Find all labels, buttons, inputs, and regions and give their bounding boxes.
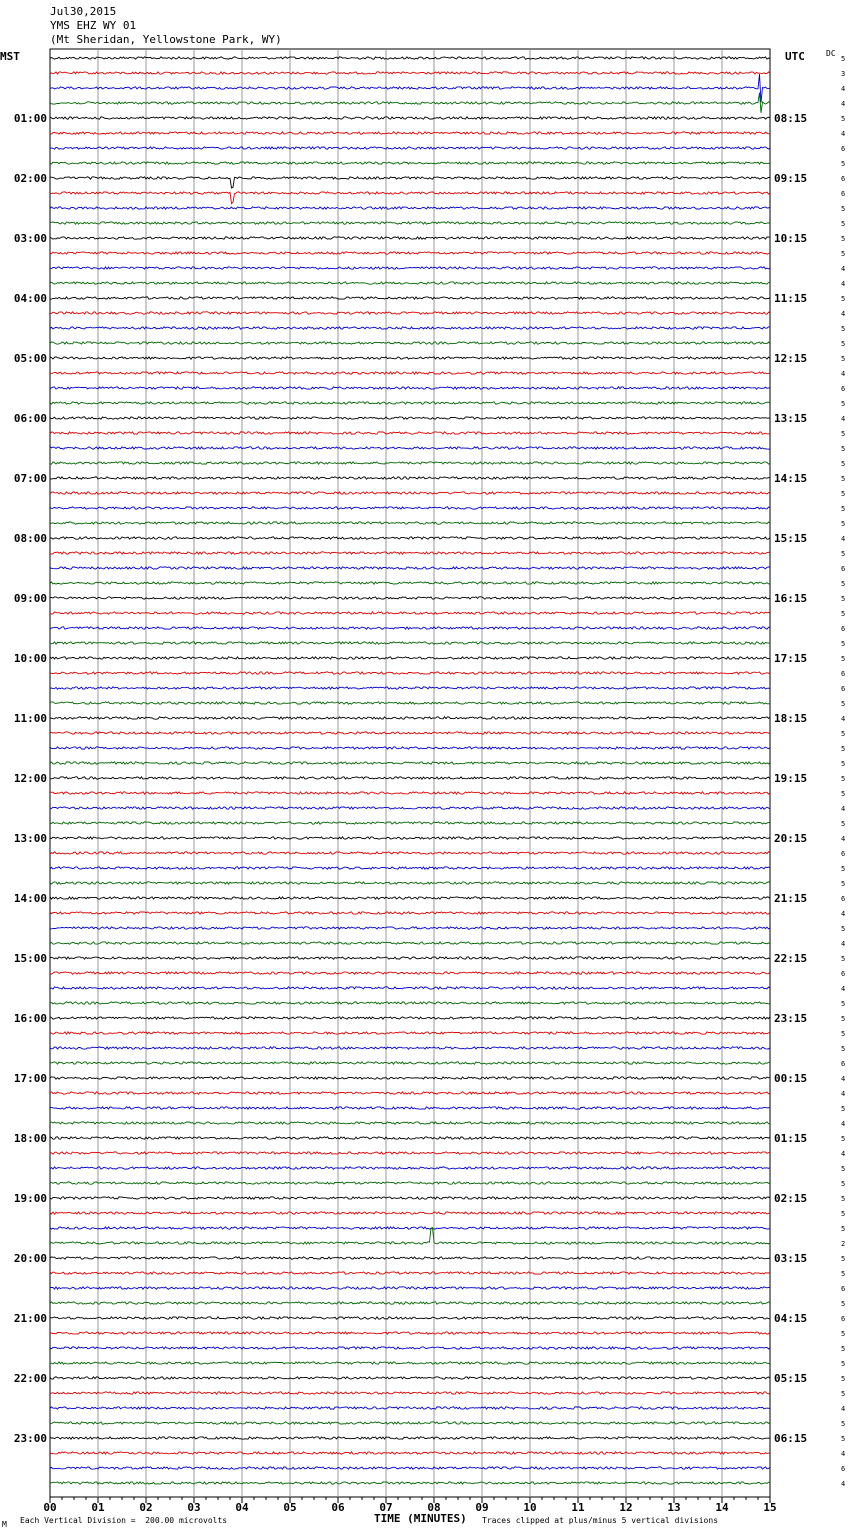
dc-value: 5 (841, 610, 846, 618)
trace-row-51 (50, 822, 770, 824)
dc-value: 5 (841, 250, 846, 258)
dc-value: 6 (841, 385, 846, 393)
trace-row-21 (50, 372, 770, 374)
trace-row-60 (50, 957, 770, 959)
left-hour-label: 02:00 (13, 172, 47, 185)
dc-value: 5 (841, 505, 846, 513)
dc-value: 5 (841, 700, 846, 708)
left-timezone-label: MST (0, 50, 20, 63)
dc-value: 5 (841, 790, 846, 798)
trace-row-32 (50, 537, 770, 539)
dc-value: 6 (841, 565, 846, 573)
trace-row-89 (50, 1392, 770, 1394)
plot-date: Jul30,2015 (50, 5, 117, 18)
trace-row-95 (50, 1482, 770, 1484)
dc-value: 6 (841, 685, 846, 693)
left-hour-label: 14:00 (13, 892, 47, 905)
trace-row-82 (50, 1287, 770, 1289)
dc-value: 5 (841, 925, 846, 933)
dc-value: 6 (841, 970, 846, 978)
right-hour-label: 20:15 (774, 832, 808, 845)
dc-value: 4 (841, 910, 846, 918)
dc-value: 5 (841, 1105, 846, 1113)
trace-row-62 (50, 987, 770, 989)
dc-value: 4 (841, 805, 846, 813)
trace-row-30 (50, 507, 770, 509)
dc-value: 5 (841, 655, 846, 663)
trace-row-0 (50, 57, 770, 59)
trace-row-39 (50, 642, 770, 644)
right-hour-label: 23:15 (774, 1012, 808, 1025)
dc-value: 4 (841, 1405, 846, 1413)
trace-row-12 (50, 237, 770, 239)
dc-value: 4 (841, 415, 846, 423)
trace-row-9 (50, 192, 770, 204)
trace-row-18 (50, 327, 770, 329)
right-hour-label: 17:15 (774, 652, 808, 665)
right-hour-label: 15:15 (774, 532, 808, 545)
trace-row-15 (50, 282, 770, 284)
x-tick-label: 00 (43, 1501, 57, 1514)
x-tick-label: 05 (283, 1501, 297, 1514)
left-hour-label: 21:00 (13, 1312, 47, 1325)
trace-row-44 (50, 717, 770, 719)
right-hour-label: 01:15 (774, 1132, 808, 1145)
trace-row-46 (50, 747, 770, 749)
dc-value: 6 (841, 1060, 846, 1068)
dc-value: 4 (841, 130, 846, 138)
x-tick-label: 09 (475, 1501, 489, 1514)
trace-row-69 (50, 1092, 770, 1094)
dc-value: 5 (841, 1435, 846, 1443)
dc-value: 5 (841, 760, 846, 768)
trace-row-19 (50, 342, 770, 344)
dc-value: 4 (841, 715, 846, 723)
left-hour-label: 05:00 (13, 352, 47, 365)
dc-value: 5 (841, 1165, 846, 1173)
dc-value: 5 (841, 1135, 846, 1143)
dc-value: 4 (841, 370, 846, 378)
dc-value: 5 (841, 55, 846, 63)
dc-value: 5 (841, 220, 846, 228)
trace-row-90 (50, 1407, 770, 1409)
trace-row-63 (50, 1002, 770, 1004)
left-hour-label: 19:00 (13, 1192, 47, 1205)
dc-value: 4 (841, 100, 846, 108)
dc-value: 4 (841, 310, 846, 318)
trace-row-48 (50, 777, 770, 779)
dc-value: 5 (841, 1270, 846, 1278)
dc-value: 5 (841, 865, 846, 873)
left-hour-label: 12:00 (13, 772, 47, 785)
trace-row-53 (50, 852, 770, 854)
trace-row-4 (50, 117, 770, 119)
trace-row-67 (50, 1062, 770, 1064)
dc-value: 5 (841, 1360, 846, 1368)
dc-value: 5 (841, 445, 846, 453)
trace-row-49 (50, 792, 770, 794)
dc-value: 5 (841, 550, 846, 558)
trace-row-92 (50, 1437, 770, 1439)
dc-value: 5 (841, 1030, 846, 1038)
trace-row-29 (50, 492, 770, 494)
trace-row-5 (50, 132, 770, 134)
left-hour-label: 18:00 (13, 1132, 47, 1145)
x-tick-label: 12 (619, 1501, 633, 1514)
right-hour-label: 02:15 (774, 1192, 808, 1205)
trace-row-57 (50, 912, 770, 914)
dc-value: 4 (841, 985, 846, 993)
dc-value: 6 (841, 1465, 846, 1473)
trace-row-17 (50, 312, 770, 314)
dc-value: 4 (841, 1450, 846, 1458)
right-hour-label: 06:15 (774, 1432, 808, 1445)
dc-value: 4 (841, 940, 846, 948)
dc-value: 5 (841, 490, 846, 498)
left-hour-label: 17:00 (13, 1072, 47, 1085)
dc-value: 5 (841, 775, 846, 783)
left-hour-label: 20:00 (13, 1252, 47, 1265)
dc-value: 5 (841, 1180, 846, 1188)
trace-row-55 (50, 882, 770, 884)
dc-value: 5 (841, 745, 846, 753)
trace-row-14 (50, 267, 770, 269)
dc-value: 5 (841, 475, 846, 483)
trace-row-79 (50, 1228, 770, 1245)
dc-value: 6 (841, 1315, 846, 1323)
right-hour-label: 10:15 (774, 232, 808, 245)
trace-row-27 (50, 462, 770, 464)
trace-row-34 (50, 567, 770, 569)
trace-row-35 (50, 582, 770, 584)
trace-row-88 (50, 1377, 770, 1379)
trace-row-47 (50, 762, 770, 764)
right-hour-label: 04:15 (774, 1312, 808, 1325)
dc-value: 4 (841, 1480, 846, 1488)
dc-value: 4 (841, 265, 846, 273)
right-hour-label: 13:15 (774, 412, 808, 425)
trace-row-33 (50, 552, 770, 554)
left-hour-label: 16:00 (13, 1012, 47, 1025)
x-tick-label: 08 (427, 1501, 441, 1514)
dc-value: 5 (841, 1330, 846, 1338)
dc-value: 5 (841, 1195, 846, 1203)
dc-value: 5 (841, 1420, 846, 1428)
x-tick-label: 02 (139, 1501, 153, 1514)
trace-row-45 (50, 732, 770, 734)
station-location: (Mt Sheridan, Yellowstone Park, WY) (50, 33, 282, 46)
plot-frame (50, 49, 770, 1497)
trace-row-64 (50, 1017, 770, 1019)
right-hour-label: 00:15 (774, 1072, 808, 1085)
x-tick-label: 10 (523, 1501, 537, 1514)
dc-value: 5 (841, 205, 846, 213)
right-hour-label: 22:15 (774, 952, 808, 965)
trace-row-73 (50, 1152, 770, 1154)
right-hour-label: 11:15 (774, 292, 808, 305)
dc-value: 5 (841, 880, 846, 888)
trace-row-87 (50, 1362, 770, 1364)
trace-row-2 (50, 74, 770, 102)
dc-value: 4 (841, 1075, 846, 1083)
dc-value: 6 (841, 1285, 846, 1293)
x-tick-label: 06 (331, 1501, 345, 1514)
trace-row-11 (50, 222, 770, 224)
dc-value: 6 (841, 190, 846, 198)
trace-row-20 (50, 357, 770, 359)
right-hour-label: 14:15 (774, 472, 808, 485)
dc-value: 5 (841, 1045, 846, 1053)
trace-row-13 (50, 252, 770, 254)
corner-mark: M (2, 1520, 7, 1529)
dc-value: 4 (841, 835, 846, 843)
vertical-scale-note: Each Vertical Division = 200.00 microvolts (20, 1516, 228, 1525)
dc-value: 6 (841, 625, 846, 633)
dc-value: 5 (841, 235, 846, 243)
dc-value: 5 (841, 1000, 846, 1008)
x-tick-label: 14 (715, 1501, 729, 1514)
trace-row-70 (50, 1107, 770, 1109)
right-timezone-label: UTC (785, 50, 805, 63)
dc-value: 4 (841, 1150, 846, 1158)
right-hour-label: 08:15 (774, 112, 808, 125)
x-tick-label: 03 (187, 1501, 201, 1514)
dc-value: 5 (841, 1210, 846, 1218)
trace-row-84 (50, 1317, 770, 1319)
x-axis-title: TIME (MINUTES) (374, 1512, 467, 1525)
left-hour-label: 13:00 (13, 832, 47, 845)
dc-value: 6 (841, 145, 846, 153)
trace-row-3 (50, 93, 770, 113)
x-tick-label: 13 (667, 1501, 681, 1514)
dc-value: 5 (841, 340, 846, 348)
dc-value: 5 (841, 520, 846, 528)
trace-row-61 (50, 972, 770, 974)
trace-row-24 (50, 417, 770, 419)
trace-row-59 (50, 942, 770, 944)
trace-row-56 (50, 897, 770, 899)
left-hour-label: 23:00 (13, 1432, 47, 1445)
left-hour-label: 03:00 (13, 232, 47, 245)
trace-row-86 (50, 1347, 770, 1349)
trace-row-1 (50, 72, 770, 74)
dc-value: 5 (841, 295, 846, 303)
trace-row-37 (50, 612, 770, 614)
left-hour-label: 08:00 (13, 532, 47, 545)
left-hour-label: 10:00 (13, 652, 47, 665)
dc-value: 5 (841, 1390, 846, 1398)
dc-value: 5 (841, 460, 846, 468)
right-hour-label: 03:15 (774, 1252, 808, 1265)
dc-value: 5 (841, 1345, 846, 1353)
trace-row-81 (50, 1272, 770, 1274)
trace-row-76 (50, 1197, 770, 1199)
dc-value: 4 (841, 1090, 846, 1098)
left-hour-label: 22:00 (13, 1372, 47, 1385)
trace-row-93 (50, 1452, 770, 1454)
trace-row-28 (50, 477, 770, 479)
trace-row-58 (50, 927, 770, 929)
dc-value: 5 (841, 1225, 846, 1233)
clip-note: Traces clipped at plus/minus 5 vertical divisions (482, 1516, 719, 1525)
dc-value: 5 (841, 325, 846, 333)
dc-value: 3 (841, 70, 846, 78)
x-tick-label: 11 (571, 1501, 585, 1514)
dc-value: 5 (841, 1255, 846, 1263)
right-hour-label: 18:15 (774, 712, 808, 725)
trace-row-91 (50, 1422, 770, 1424)
trace-row-71 (50, 1122, 770, 1124)
x-tick-label: 15 (763, 1501, 777, 1514)
trace-row-94 (50, 1467, 770, 1469)
trace-row-36 (50, 597, 770, 599)
dc-value: 5 (841, 955, 846, 963)
station-code: YMS EHZ WY 01 (50, 19, 137, 32)
trace-row-25 (50, 432, 770, 434)
trace-row-65 (50, 1032, 770, 1034)
trace-row-42 (50, 687, 770, 689)
right-hour-label: 21:15 (774, 892, 808, 905)
x-tick-label: 04 (235, 1501, 249, 1514)
trace-row-77 (50, 1212, 770, 1214)
trace-row-54 (50, 867, 770, 869)
dc-value: 5 (841, 640, 846, 648)
trace-row-41 (50, 672, 770, 674)
left-hour-label: 09:00 (13, 592, 47, 605)
trace-row-16 (50, 297, 770, 299)
dc-value: 6 (841, 850, 846, 858)
trace-row-31 (50, 522, 770, 524)
trace-row-85 (50, 1332, 770, 1334)
dc-value: 4 (841, 85, 846, 93)
dc-value: 5 (841, 730, 846, 738)
dc-value: 2 (841, 1240, 846, 1248)
dc-value: 5 (841, 580, 846, 588)
dc-value: 5 (841, 355, 846, 363)
trace-row-10 (50, 207, 770, 209)
dc-value: 4 (841, 535, 846, 543)
dc-value: 5 (841, 595, 846, 603)
dc-value: 6 (841, 895, 846, 903)
right-hour-label: 12:15 (774, 352, 808, 365)
dc-value: 5 (841, 160, 846, 168)
dc-value: 5 (841, 1300, 846, 1308)
dc-label: DC (826, 49, 836, 58)
trace-row-43 (50, 702, 770, 704)
trace-row-6 (50, 147, 770, 149)
left-hour-label: 04:00 (13, 292, 47, 305)
dc-value: 5 (841, 820, 846, 828)
dc-value: 5 (841, 430, 846, 438)
dc-value: 5 (841, 1375, 846, 1383)
trace-row-74 (50, 1167, 770, 1169)
right-hour-label: 16:15 (774, 592, 808, 605)
trace-row-72 (50, 1137, 770, 1139)
trace-row-66 (50, 1047, 770, 1049)
trace-row-83 (50, 1302, 770, 1304)
dc-value: 4 (841, 280, 846, 288)
dc-value: 5 (841, 115, 846, 123)
right-hour-label: 19:15 (774, 772, 808, 785)
trace-row-78 (50, 1227, 770, 1229)
right-hour-label: 09:15 (774, 172, 808, 185)
trace-row-75 (50, 1182, 770, 1184)
trace-row-80 (50, 1257, 770, 1259)
trace-row-23 (50, 402, 770, 404)
dc-value: 5 (841, 1015, 846, 1023)
trace-row-68 (50, 1077, 770, 1079)
trace-row-26 (50, 447, 770, 449)
trace-row-8 (50, 177, 770, 188)
dc-value: 5 (841, 400, 846, 408)
trace-row-50 (50, 807, 770, 809)
left-hour-label: 15:00 (13, 952, 47, 965)
right-hour-label: 05:15 (774, 1372, 808, 1385)
left-hour-label: 07:00 (13, 472, 47, 485)
dc-value: 6 (841, 175, 846, 183)
trace-row-52 (50, 837, 770, 839)
left-hour-label: 11:00 (13, 712, 47, 725)
trace-row-40 (50, 657, 770, 659)
trace-row-38 (50, 627, 770, 629)
dc-value: 6 (841, 670, 846, 678)
trace-row-7 (50, 162, 770, 164)
x-tick-label: 07 (379, 1501, 393, 1514)
dc-value: 4 (841, 1120, 846, 1128)
left-hour-label: 01:00 (13, 112, 47, 125)
x-tick-label: 01 (91, 1501, 105, 1514)
trace-row-22 (50, 387, 770, 389)
left-hour-label: 06:00 (13, 412, 47, 425)
